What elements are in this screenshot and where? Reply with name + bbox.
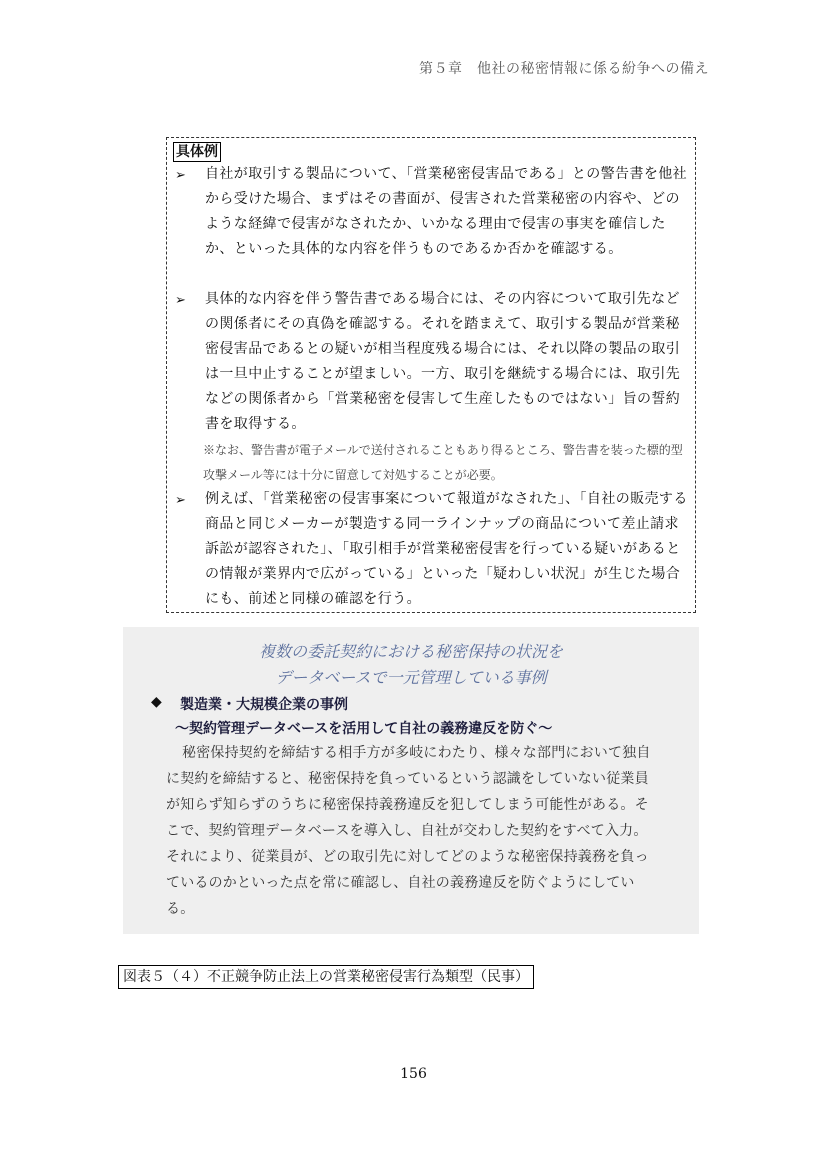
example-item-2: 具体的な内容を伴う警告書である場合には、その内容について取引先などの関係者にその真偽を確認する。それを踏まえて、取引する製品が営業秘密侵害品であるとの疑いが相当程度残る場合には、それ以降の製品の取引は一旦中止することが望ましい。一方、取引を継続する場合には、取引先などの関係者から「営業秘密を侵害して生産したものではない」旨の誓約書を取得する。 bbox=[205, 291, 681, 432]
diamond-icon: ◆ bbox=[151, 694, 162, 710]
page-number: 156 bbox=[400, 1066, 427, 1082]
example-item-3: 例えば、「営業秘密の侵害事案について報道がなされた」、「自社の販売する商品と同じメーカーが製造する同一ラインナップの商品について差止請求訴訟が認容された」、「取引相手が営業秘密侵害を行っている疑いがあるとの情報が業界内で広がっている」といった「疑わしい状況」が生じた場合にも、前述と同様の確認を行う。 bbox=[205, 491, 688, 607]
chapter-header: 第５章 他社の秘密情報に係る紛争への備え bbox=[419, 61, 709, 77]
case-title-line-1: 複数の委託契約における秘密保持の状況を bbox=[258, 642, 563, 661]
bullet-icon: ➢ bbox=[175, 493, 186, 508]
example-note: ※なお、警告書が電子メールで送付されることもあり得るところ、警告書を装った標的型攻撃メール等には十分に留意して対処することが必要。 bbox=[203, 443, 683, 482]
bullet-icon: ➢ bbox=[175, 293, 186, 308]
case-body-text: 秘密保持契約を締結する相手方が多岐にわたり、様々な部門において独自に契約を締結すると、秘密保持を負っているという認識をしていない従業員が知らず知らずのうちに秘密保持義務違反を犯してしまう可能性がある。そこで、契約管理データベースを導入し、自社が交わした契約をすべて入力。それにより、従業員が、どの取引先に対してどのような秘密保持義務を負っているのかといった点を常に確認し、自社の義務違反を防ぐようにしている。 bbox=[166, 745, 651, 917]
case-study-panel bbox=[123, 627, 699, 934]
case-subtitle-industry: 製造業・大規模企業の事例 bbox=[180, 697, 348, 713]
example-box bbox=[166, 137, 696, 613]
figure-caption: 図表５（４）不正競争防止法上の営業秘密侵害行為類型（民事） bbox=[118, 965, 534, 989]
case-subtitle-theme: ～契約管理データベースを活用して自社の義務違反を防ぐ～ bbox=[175, 721, 553, 737]
example-item-1: 自社が取引する製品について、「営業秘密侵害品である」との警告書を他社から受けた場合、まずはその書面が、侵害された営業秘密の内容や、どのような経緯で侵害がなされたか、いかなる理由で侵害の事実を確信したか、といった具体的な内容を伴うものであるか否かを確認する。 bbox=[205, 166, 688, 257]
case-title-line-2: データベースで一元管理している事例 bbox=[275, 668, 547, 687]
example-label: 具体例 bbox=[173, 142, 221, 162]
bullet-icon: ➢ bbox=[175, 168, 186, 183]
